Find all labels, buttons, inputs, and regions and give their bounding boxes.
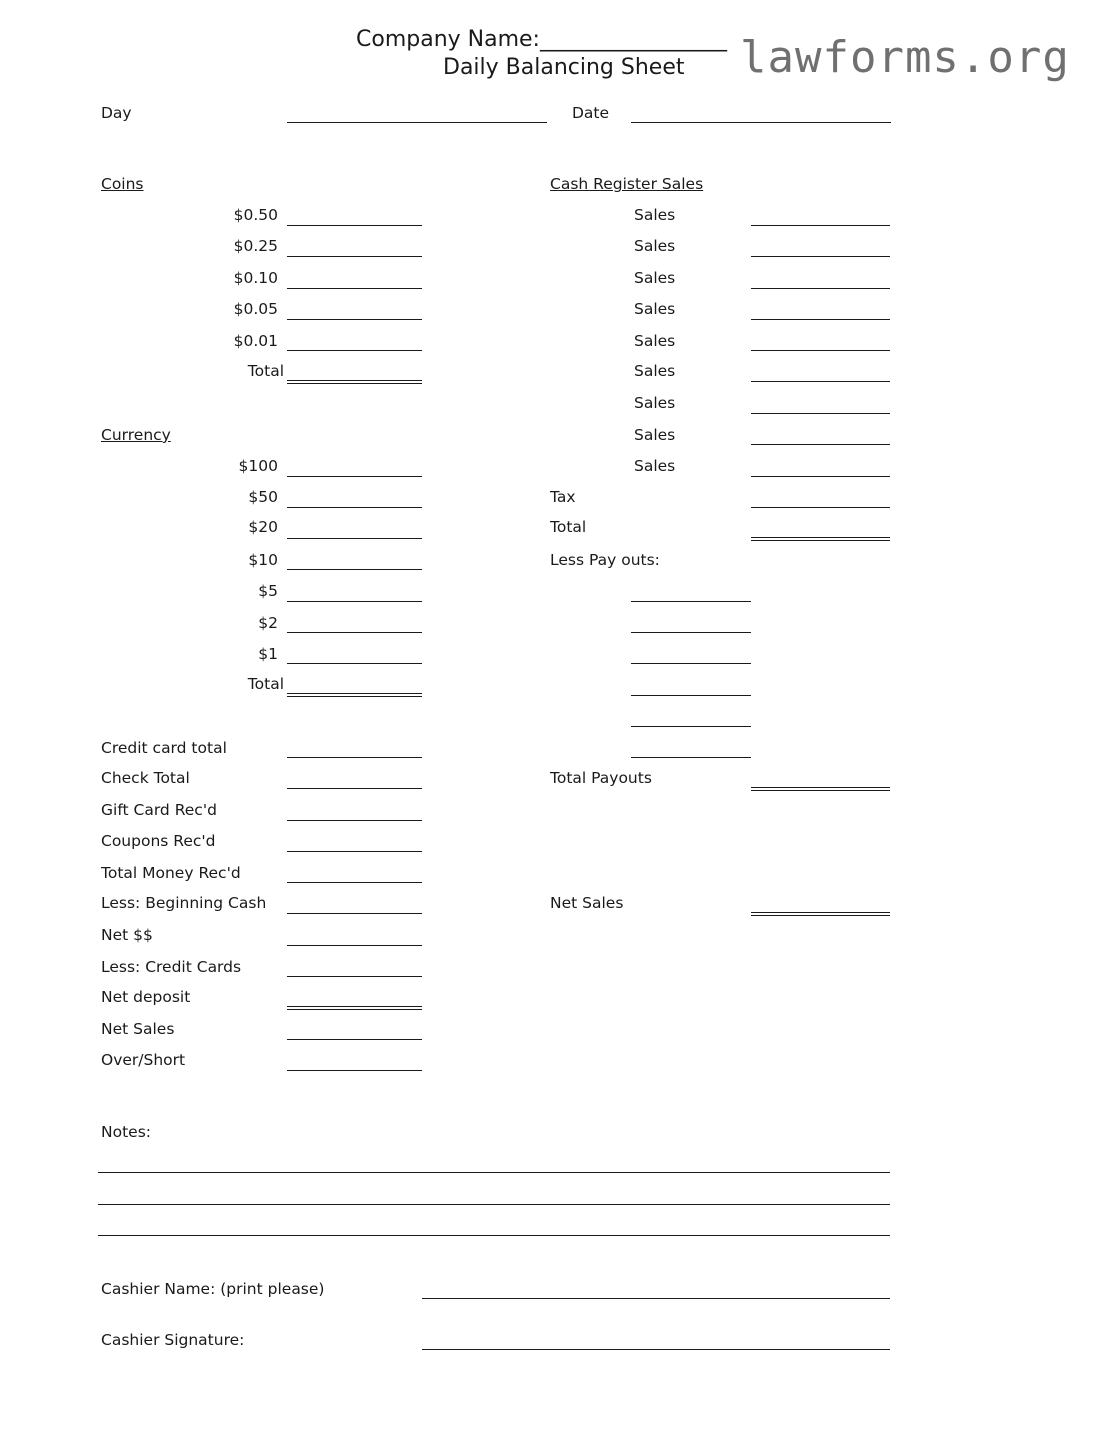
gift-card-label: Gift Card Rec'd (101, 801, 217, 819)
tax-label: Tax (550, 488, 576, 506)
currency-amount-field[interactable] (287, 569, 422, 570)
coin-amount-field[interactable] (287, 225, 422, 226)
net-sales-summary-field[interactable] (287, 1039, 422, 1040)
coins-heading: Coins (101, 175, 144, 193)
payout-field[interactable] (631, 632, 751, 633)
sales-field[interactable] (751, 476, 890, 477)
over-short-field[interactable] (287, 1070, 422, 1071)
currency-amount-field[interactable] (287, 601, 422, 602)
sales-label: Sales (634, 332, 676, 350)
currency-denomination-label: $50 (248, 488, 278, 506)
coupons-field[interactable] (287, 851, 422, 852)
coin-denomination-label: $0.25 (233, 237, 278, 255)
less-credit-cards-label: Less: Credit Cards (101, 958, 242, 976)
total-money-field[interactable] (287, 882, 422, 883)
sales-field[interactable] (751, 319, 890, 320)
payout-field[interactable] (631, 663, 751, 664)
sales-label: Sales (634, 269, 676, 287)
day-field[interactable] (287, 122, 547, 123)
coin-denomination-label: $0.10 (233, 269, 278, 287)
notes-line[interactable] (98, 1235, 890, 1236)
cashier-signature-field[interactable] (422, 1349, 890, 1350)
watermark-logo: lawforms.org (740, 32, 1070, 83)
register-total-label: Total (550, 518, 587, 536)
payout-field[interactable] (631, 695, 751, 696)
currency-heading: Currency (101, 426, 171, 444)
notes-label: Notes: (101, 1123, 151, 1141)
sales-field[interactable] (751, 413, 890, 414)
coin-amount-field[interactable] (287, 288, 422, 289)
net-sales-summary-label: Net Sales (101, 1020, 175, 1038)
total-money-label: Total Money Rec'd (101, 864, 241, 882)
currency-denomination-label: $20 (248, 518, 278, 536)
sales-field[interactable] (751, 350, 890, 351)
register-total-field[interactable] (751, 537, 890, 541)
currency-denomination-label: $1 (258, 645, 278, 663)
coupons-label: Coupons Rec'd (101, 832, 216, 850)
date-field[interactable] (631, 122, 891, 123)
company-name-label: Company Name:_________________ (356, 27, 727, 52)
net-money-label: Net $$ (101, 926, 153, 944)
total-payouts-field[interactable] (751, 787, 890, 791)
date-label: Date (572, 104, 610, 122)
sales-field[interactable] (751, 444, 890, 445)
net-deposit-label: Net deposit (101, 988, 191, 1006)
sales-label: Sales (634, 426, 676, 444)
credit-card-total-label: Credit card total (101, 739, 227, 757)
gift-card-field[interactable] (287, 820, 422, 821)
currency-amount-field[interactable] (287, 476, 422, 477)
over-short-label: Over/Short (101, 1051, 186, 1069)
sales-label: Sales (634, 394, 676, 412)
cashier-signature-label: Cashier Signature: (101, 1331, 245, 1349)
sales-label: Sales (634, 362, 676, 380)
coin-denomination-label: $0.05 (233, 300, 278, 318)
check-total-field[interactable] (287, 788, 422, 789)
coin-amount-field[interactable] (287, 319, 422, 320)
check-total-label: Check Total (101, 769, 190, 787)
sales-field[interactable] (751, 256, 890, 257)
sales-label: Sales (634, 300, 676, 318)
currency-total-label: Total (247, 675, 284, 693)
credit-card-total-field[interactable] (287, 757, 422, 758)
sales-field[interactable] (751, 288, 890, 289)
sales-label: Sales (634, 237, 676, 255)
net-sales-label: Net Sales (550, 894, 624, 912)
total-payouts-label: Total Payouts (550, 769, 652, 787)
currency-amount-field[interactable] (287, 507, 422, 508)
payout-field[interactable] (631, 726, 751, 727)
coins-total-field[interactable] (287, 380, 422, 384)
cashier-name-label: Cashier Name: (print please) (101, 1280, 325, 1298)
currency-denomination-label: $5 (258, 582, 278, 600)
net-sales-field[interactable] (751, 912, 890, 916)
beginning-cash-label: Less: Beginning Cash (101, 894, 267, 912)
register-heading: Cash Register Sales (550, 175, 704, 193)
coins-total-label: Total (247, 362, 284, 380)
payouts-label: Less Pay outs: (550, 551, 660, 569)
coin-denomination-label: $0.50 (233, 206, 278, 224)
sales-field[interactable] (751, 225, 890, 226)
currency-total-field[interactable] (287, 693, 422, 697)
currency-amount-field[interactable] (287, 663, 422, 664)
currency-denomination-label: $100 (238, 457, 278, 475)
currency-denomination-label: $2 (258, 614, 278, 632)
currency-amount-field[interactable] (287, 632, 422, 633)
coin-amount-field[interactable] (287, 350, 422, 351)
cashier-name-field[interactable] (422, 1298, 890, 1299)
page-title: Daily Balancing Sheet (443, 55, 685, 80)
currency-denomination-label: $10 (248, 551, 278, 569)
currency-amount-field[interactable] (287, 538, 422, 539)
tax-field[interactable] (751, 507, 890, 508)
less-credit-cards-field[interactable] (287, 976, 422, 977)
coin-amount-field[interactable] (287, 256, 422, 257)
sales-label: Sales (634, 206, 676, 224)
net-money-field[interactable] (287, 945, 422, 946)
notes-line[interactable] (98, 1172, 890, 1173)
day-label: Day (101, 104, 132, 122)
sales-label: Sales (634, 457, 676, 475)
sales-field[interactable] (751, 381, 890, 382)
coin-denomination-label: $0.01 (233, 332, 278, 350)
notes-line[interactable] (98, 1204, 890, 1205)
payout-field[interactable] (631, 601, 751, 602)
payout-field[interactable] (631, 757, 751, 758)
beginning-cash-field[interactable] (287, 913, 422, 914)
net-deposit-field[interactable] (287, 1006, 422, 1010)
